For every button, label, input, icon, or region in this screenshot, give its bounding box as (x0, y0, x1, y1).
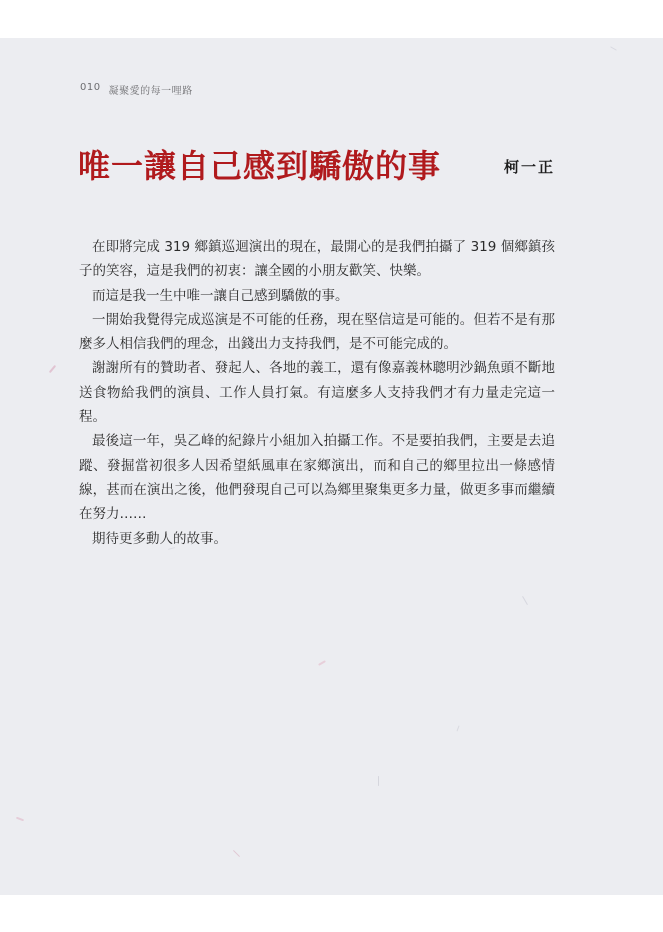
body-paragraph: 一開始我覺得完成巡演是不可能的任務，現在堅信這是可能的。但若不是有那麼多人相信我們的理念，出錢出力支持我們，是不可能完成的。 (79, 311, 555, 353)
body-paragraph: 最後這一年，吳乙峰的紀錄片小組加入拍攝工作。不是要拍我們，主要是去追蹤、發掘當初很多人因希望紙風車在家鄉演出，而和自己的鄉里拉出一條感情線，甚而在演出之後，他們發現自己可以為鄉里聚集更多力量，做更多事而繼續在努力…… (79, 433, 555, 523)
article-author: 柯一正 (504, 158, 556, 176)
body-paragraph: 在即將完成 319 鄉鎮巡迴演出的現在，最開心的是我們拍攝了 319 個鄉鎮孩子的笑容，這是我們的初衷：讓全國的小朋友歡笑、快樂。 (79, 239, 555, 280)
article-body (79, 235, 555, 551)
book-title: 凝聚愛的每一哩路 (108, 86, 193, 97)
paper-fiber (378, 776, 379, 786)
body-paragraph: 期待更多動人的故事。 (92, 530, 227, 547)
body-paragraph: 謝謝所有的贊助者、發起人、各地的義工，還有像嘉義林聰明沙鍋魚頭不斷地送食物給我們的演員、工作人員打氣。有這麼多人支持我們才有力量走完這一程。 (79, 360, 555, 426)
page-number: 010 (80, 82, 101, 93)
paper-fiber (49, 365, 56, 373)
article-title: 唯一讓自己感到驕傲的事 (78, 147, 442, 185)
body-paragraph: 而這是我一生中唯一讓自己感到驕傲的事。 (92, 287, 349, 304)
paper-fiber (233, 850, 240, 857)
book-page (0, 38, 663, 895)
paper-fiber (610, 46, 617, 50)
paper-fiber (318, 660, 326, 666)
paper-fiber (457, 726, 460, 732)
paper-fiber (522, 596, 528, 605)
paper-fiber (16, 817, 24, 822)
running-head (80, 82, 193, 97)
